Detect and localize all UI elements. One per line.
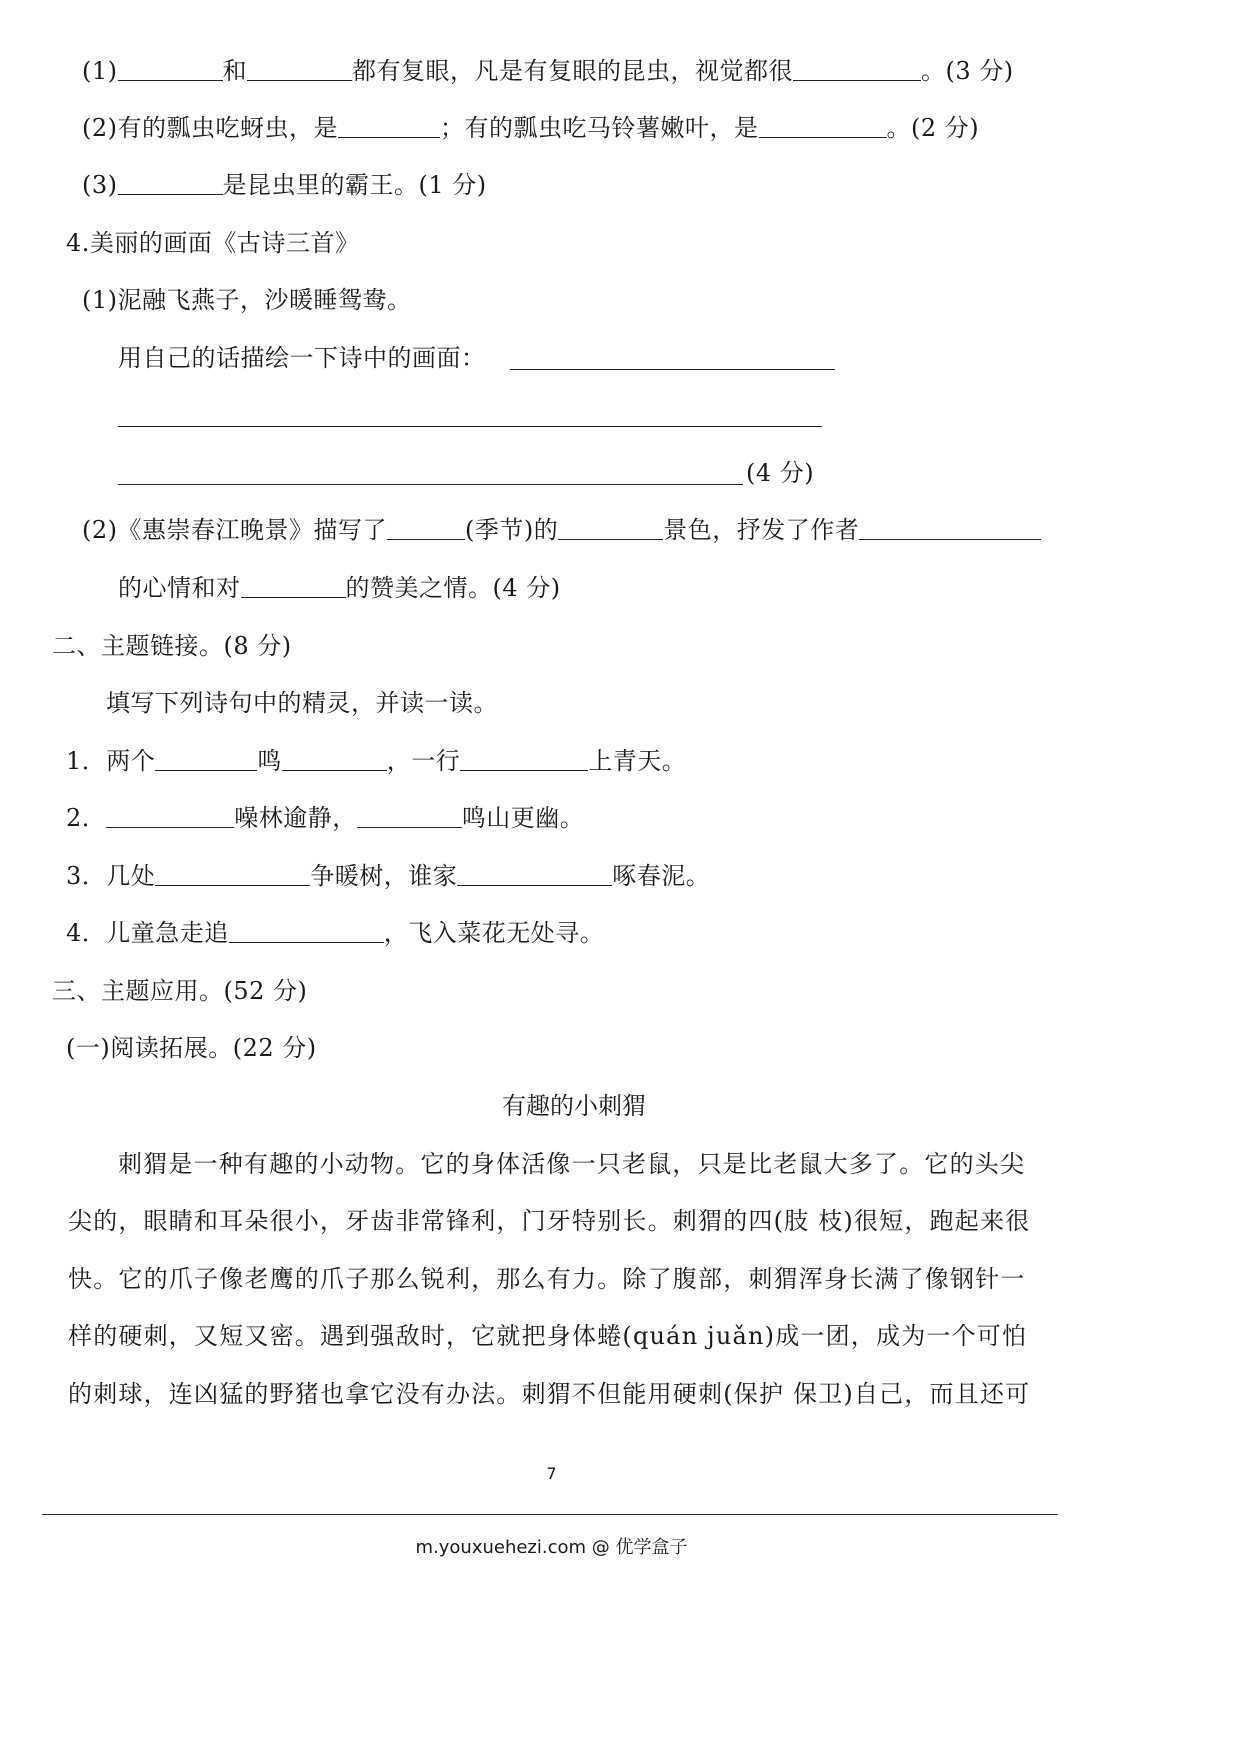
answer-blank[interactable]	[106, 805, 234, 828]
passage-line: 的刺球，连凶猛的野猪也拿它没有办法。刺猬不但能用硬刺(保护 保卫)自己，而且还可	[68, 1380, 1031, 1408]
answer-blank[interactable]	[118, 172, 223, 195]
part3-heading: 三、主题应用。(52 分)	[52, 977, 308, 1005]
q4-item-1-prompt: 用自己的话描绘一下诗中的画面：	[118, 344, 486, 372]
answer-blank[interactable]	[460, 748, 588, 771]
footer-divider	[42, 1514, 1058, 1515]
q3-item-3: (3) 是昆虫里的霸王。(1 分)	[82, 171, 487, 199]
part2-heading: 二、主题链接。(8 分)	[52, 632, 292, 660]
q4-item-1-score: (4 分)	[746, 459, 815, 487]
passage-line: 快。它的爪子像老鹰的爪子那么锐利，那么有力。除了腹部，刺猬浑身长满了像钢针一	[68, 1265, 1026, 1293]
answer-blank[interactable]	[338, 115, 440, 138]
q4-item-1-poem: (1)泥融飞燕子，沙暖睡鸳鸯。	[82, 286, 412, 314]
answer-blank[interactable]	[247, 58, 352, 81]
answer-blank[interactable]	[241, 575, 346, 598]
answer-blank[interactable]	[387, 517, 465, 540]
answer-line[interactable]	[118, 484, 743, 485]
answer-blank[interactable]	[759, 115, 887, 138]
part2-item-4: 4．儿童急走追 ，飞入菜花无处寻。	[66, 919, 605, 947]
answer-blank[interactable]	[282, 748, 387, 771]
part2-item-3: 3．几处 争暖树，谁家 啄春泥。	[66, 862, 711, 890]
passage-line: 尖的，眼睛和耳朵很小，牙齿非常锋利，门牙特别长。刺猬的四(肢 枝)很短，跑起来很	[68, 1207, 1031, 1235]
q3-item-2: (2)有的瓢虫吃蚜虫，是 ；有的瓢虫吃马铃薯嫩叶，是 。(2 分)	[82, 114, 980, 142]
answer-blank[interactable]	[558, 517, 663, 540]
answer-blank[interactable]	[357, 805, 462, 828]
answer-blank[interactable]	[859, 517, 1041, 540]
passage-line: 刺猬是一种有趣的小动物。它的身体活像一只老鼠，只是比老鼠大多了。它的头尖	[118, 1150, 1026, 1178]
part2-item-1: 1．两个 鸣 ，一行 上青天。	[66, 747, 687, 775]
q4-item-2-cont: 的心情和对 的赞美之情。(4 分)	[118, 574, 561, 602]
answer-blank[interactable]	[793, 58, 921, 81]
passage-title: 有趣的小刺猬	[502, 1092, 646, 1120]
answer-line[interactable]	[510, 369, 835, 370]
answer-line[interactable]	[118, 426, 822, 427]
q4-heading: 4.美丽的画面《古诗三首》	[66, 229, 360, 257]
answer-blank[interactable]	[155, 748, 257, 771]
passage-line: 样的硬刺，又短又密。遇到强敌时，它就把身体蜷(quán juǎn)成一团，成为一个可怕	[68, 1322, 1028, 1350]
q3-item-1-label: (1)	[82, 57, 118, 85]
page-number: 7	[546, 1464, 557, 1483]
answer-blank[interactable]	[229, 920, 384, 943]
answer-blank[interactable]	[457, 863, 612, 886]
answer-blank[interactable]	[155, 863, 310, 886]
answer-blank[interactable]	[118, 58, 223, 81]
part2-item-2: 2． 噪林逾静， 鸣山更幽。	[66, 804, 585, 832]
q3-item-1: (1) 和 都有复眼，凡是有复眼的昆虫，视觉都很 。(3 分)	[82, 57, 1014, 85]
q4-item-2: (2)《惠崇春江晚景》描写了 (季节)的 景色，抒发了作者	[82, 515, 1041, 545]
part2-instruction: 填写下列诗句中的精灵，并读一读。	[106, 689, 498, 717]
footer-text: m.youxuehezi.com @ 优学盒子	[415, 1537, 688, 1558]
part3-subheading: (一)阅读拓展。(22 分)	[66, 1034, 317, 1062]
